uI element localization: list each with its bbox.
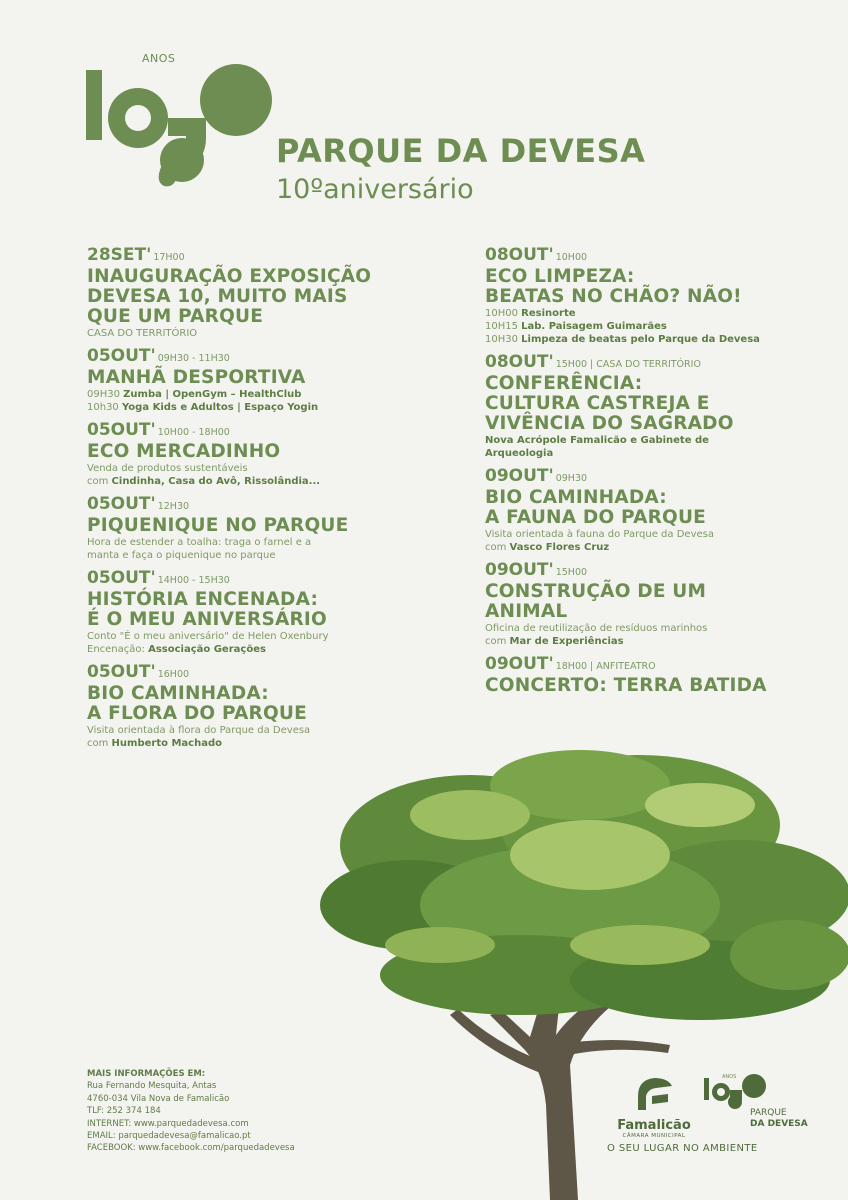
event-title-line: QUE UM PARQUE: [87, 306, 264, 327]
event-header: [87, 495, 457, 516]
event-title-line: A FLORA DO PARQUE: [87, 703, 307, 724]
event-date: 08OUT': [485, 352, 554, 372]
event-title-line: CONCERTO: TERRA BATIDA: [485, 675, 767, 696]
event-item: [485, 353, 825, 460]
event-detail-highlight: Humberto Machado: [111, 738, 222, 749]
event-detail-line: [485, 635, 825, 648]
event-item: [485, 655, 825, 696]
event-detail-highlight: Limpeza de beatas pelo Parque da Devesa: [521, 334, 760, 345]
event-header: [87, 246, 457, 267]
event-time: 15H00 | CASA DO TERRITÓRIO: [555, 359, 701, 370]
event-detail-line: [87, 475, 457, 488]
famalicao-logo: [604, 1076, 704, 1139]
park-line-1: PARQUE: [750, 1108, 787, 1118]
event-title-line: A FAUNA DO PARQUE: [485, 507, 707, 528]
event-detail-text: 10H30: [485, 334, 518, 345]
page-subtitle: 10ºaniversário: [276, 174, 474, 205]
event-date: 05OUT': [87, 568, 156, 588]
event-title-line: ECO LIMPEZA:: [485, 266, 635, 287]
event-detail-line: [87, 630, 457, 643]
event-time: 14H00 - 15H30: [157, 575, 230, 586]
event-item: [485, 561, 825, 648]
event-date: 08OUT': [485, 245, 554, 265]
park-line-2: [750, 1119, 808, 1130]
event-header: [485, 246, 825, 267]
contact-email-link[interactable]: EMAIL: parquedadevesa@famalicao.pt: [87, 1131, 251, 1142]
event-time: 17H00: [153, 252, 185, 263]
event-item: [87, 246, 457, 340]
event-title-line: INAUGURAÇÃO EXPOSIÇÃO: [87, 266, 372, 287]
event-header: [87, 421, 457, 442]
contact-address: Rua Fernando Mesquita, Antas: [87, 1081, 217, 1092]
event-item: [87, 495, 457, 562]
contact-info: [87, 1068, 295, 1155]
event-detail-text: CASA DO TERRITÓRIO: [87, 328, 198, 339]
event-time: 09H30 - 11H30: [157, 353, 230, 364]
event-detail-line: [485, 307, 825, 320]
event-date: 09OUT': [485, 654, 554, 674]
event-detail-highlight: Resinorte: [521, 308, 576, 319]
parque-devesa-logo-text: [750, 1108, 808, 1130]
event-detail-line: [87, 724, 457, 737]
event-title-line: ECO MERCADINHO: [87, 441, 281, 462]
event-date: 28SET': [87, 245, 152, 265]
event-title-line: CONFERÊNCIA:: [485, 373, 643, 394]
small-logo-anos: ANOS: [722, 1074, 737, 1080]
event-date: 05OUT': [87, 662, 156, 682]
event-detail-text: 10H15: [485, 321, 518, 332]
event-detail-line: [485, 541, 825, 554]
event-date: 09OUT': [485, 466, 554, 486]
event-header: [485, 561, 825, 582]
event-title-line: DEVESA 10, MUITO MAIS: [87, 286, 348, 307]
event-header: [485, 353, 825, 374]
events-column-right: [485, 246, 825, 703]
event-detail-text: 10H00: [485, 308, 518, 319]
event-header: [485, 467, 825, 488]
event-detail-highlight: Vasco Flores Cruz: [509, 542, 610, 553]
event-detail-line: [87, 327, 457, 340]
event-detail-line: [87, 401, 457, 414]
events-column-left: [87, 246, 457, 757]
event-detail-text: Venda de produtos sustentáveis: [87, 463, 248, 474]
event-time: 10H00 - 18H00: [157, 427, 230, 438]
famalicao-logo-icon: [634, 1076, 674, 1112]
header-logo: [86, 48, 646, 205]
event-title-line: CONSTRUÇÃO DE UM: [485, 581, 707, 602]
event-time: 10H00: [555, 252, 588, 263]
event-detail-line: [87, 643, 457, 656]
event-time: 09H30: [555, 473, 588, 484]
event-detail-highlight: Lab. Paisagem Guimarães: [521, 321, 667, 332]
event-title-line: ANIMAL: [485, 601, 568, 622]
event-title-line: VIVÊNCIA DO SAGRADO: [485, 413, 734, 434]
park-line-2-bold: DA DEVESA: [750, 1119, 808, 1129]
event-item: [87, 569, 457, 656]
event-detail-text: 09H30: [87, 389, 120, 400]
contact-website-link[interactable]: INTERNET: www.parquedadevesa.com: [87, 1118, 249, 1129]
event-date: 05OUT': [87, 494, 156, 514]
event-title-line: BIO CAMINHADA:: [87, 683, 269, 704]
event-time: 15H00: [555, 567, 588, 578]
event-detail-text: com: [87, 476, 109, 487]
tree-illustration: [320, 745, 848, 1200]
event-detail-highlight: Arqueologia: [485, 448, 554, 459]
event-detail-highlight: Yoga Kids e Adultos | Espaço Yogin: [121, 402, 319, 413]
tree-canopy: [320, 750, 848, 1020]
footer-slogan: O SEU LUGAR NO AMBIENTE: [607, 1143, 758, 1154]
event-detail-text: Hora de estender a toalha: traga o farnel e a: [87, 537, 312, 548]
event-header: [485, 655, 825, 676]
event-date: 09OUT': [485, 560, 554, 580]
event-detail-line: [87, 536, 457, 549]
event-title-line: MANHÃ DESPORTIVA: [87, 367, 306, 388]
event-detail-highlight: Associação Gerações: [148, 644, 266, 655]
event-detail-line: [485, 447, 825, 460]
event-detail-text: 10h30: [87, 402, 119, 413]
event-detail-highlight: Nova Acrópole Famalicão e Gabinete de: [485, 435, 709, 446]
contact-postal: 4760-034 Vila Nova de Famalicão: [87, 1093, 230, 1104]
event-date: 05OUT': [87, 420, 156, 440]
event-detail-line: [485, 333, 825, 346]
event-item: [87, 663, 457, 750]
event-item: [87, 421, 457, 488]
event-detail-text: Encenação:: [87, 644, 145, 655]
anniversary-10-logo-icon: [86, 48, 276, 193]
event-detail-text: Oficina de reutilização de resíduos marinhos: [485, 623, 708, 634]
famalicao-name: Famalicão: [617, 1118, 691, 1133]
contact-info-heading: MAIS INFORMAÇÕES EM:: [87, 1069, 206, 1079]
event-detail-text: Conto "É o meu aniversário" de Helen Oxenbury: [87, 631, 329, 642]
event-detail-line: [485, 320, 825, 333]
event-detail-text: manta e faça o piquenique no parque: [87, 550, 276, 561]
event-detail-highlight: Zumba | OpenGym – HealthClub: [123, 389, 302, 400]
event-detail-line: [87, 388, 457, 401]
event-detail-text: com: [485, 542, 507, 553]
event-date: 05OUT': [87, 346, 156, 366]
event-title-line: BEATAS NO CHÃO? NÃO!: [485, 286, 742, 307]
event-title-line: BIO CAMINHADA:: [485, 487, 667, 508]
event-detail-line: [87, 462, 457, 475]
logo-anos-label: ANOS: [142, 52, 176, 65]
event-time: 12H30: [157, 501, 190, 512]
event-detail-line: [87, 549, 457, 562]
event-title-line: É O MEU ANIVERSÁRIO: [87, 609, 327, 630]
event-detail-line: [485, 528, 825, 541]
contact-facebook-link[interactable]: FACEBOOK: www.facebook.com/parquedadevesa: [87, 1143, 295, 1154]
event-item: [485, 246, 825, 346]
event-item: [87, 347, 457, 414]
event-header: [87, 347, 457, 368]
event-title-line: HISTÓRIA ENCENADA:: [87, 589, 319, 610]
event-title-line: PIQUENIQUE NO PARQUE: [87, 515, 349, 536]
event-time: 16H00: [157, 669, 190, 680]
event-time: 18H00 | ANFITEATRO: [555, 661, 656, 672]
event-detail-text: com: [485, 636, 507, 647]
event-detail-text: Visita orientada à fauna do Parque da Devesa: [485, 529, 714, 540]
contact-phone: TLF: 252 374 184: [87, 1106, 161, 1117]
event-detail-line: [485, 434, 825, 447]
event-title-line: CULTURA CASTREJA E: [485, 393, 710, 414]
event-detail-highlight: Mar de Experiências: [509, 636, 624, 647]
event-detail-text: com: [87, 738, 109, 749]
event-detail-highlight: Cindinha, Casa do Avô, Rissolândia...: [111, 476, 321, 487]
event-item: [485, 467, 825, 554]
event-header: [87, 569, 457, 590]
event-detail-text: Visita orientada à flora do Parque da Devesa: [87, 725, 311, 736]
famalicao-sub: CÂMARA MUNICIPAL: [622, 1133, 686, 1139]
event-detail-line: [485, 622, 825, 635]
page-title: PARQUE DA DEVESA: [276, 132, 646, 170]
event-header: [87, 663, 457, 684]
